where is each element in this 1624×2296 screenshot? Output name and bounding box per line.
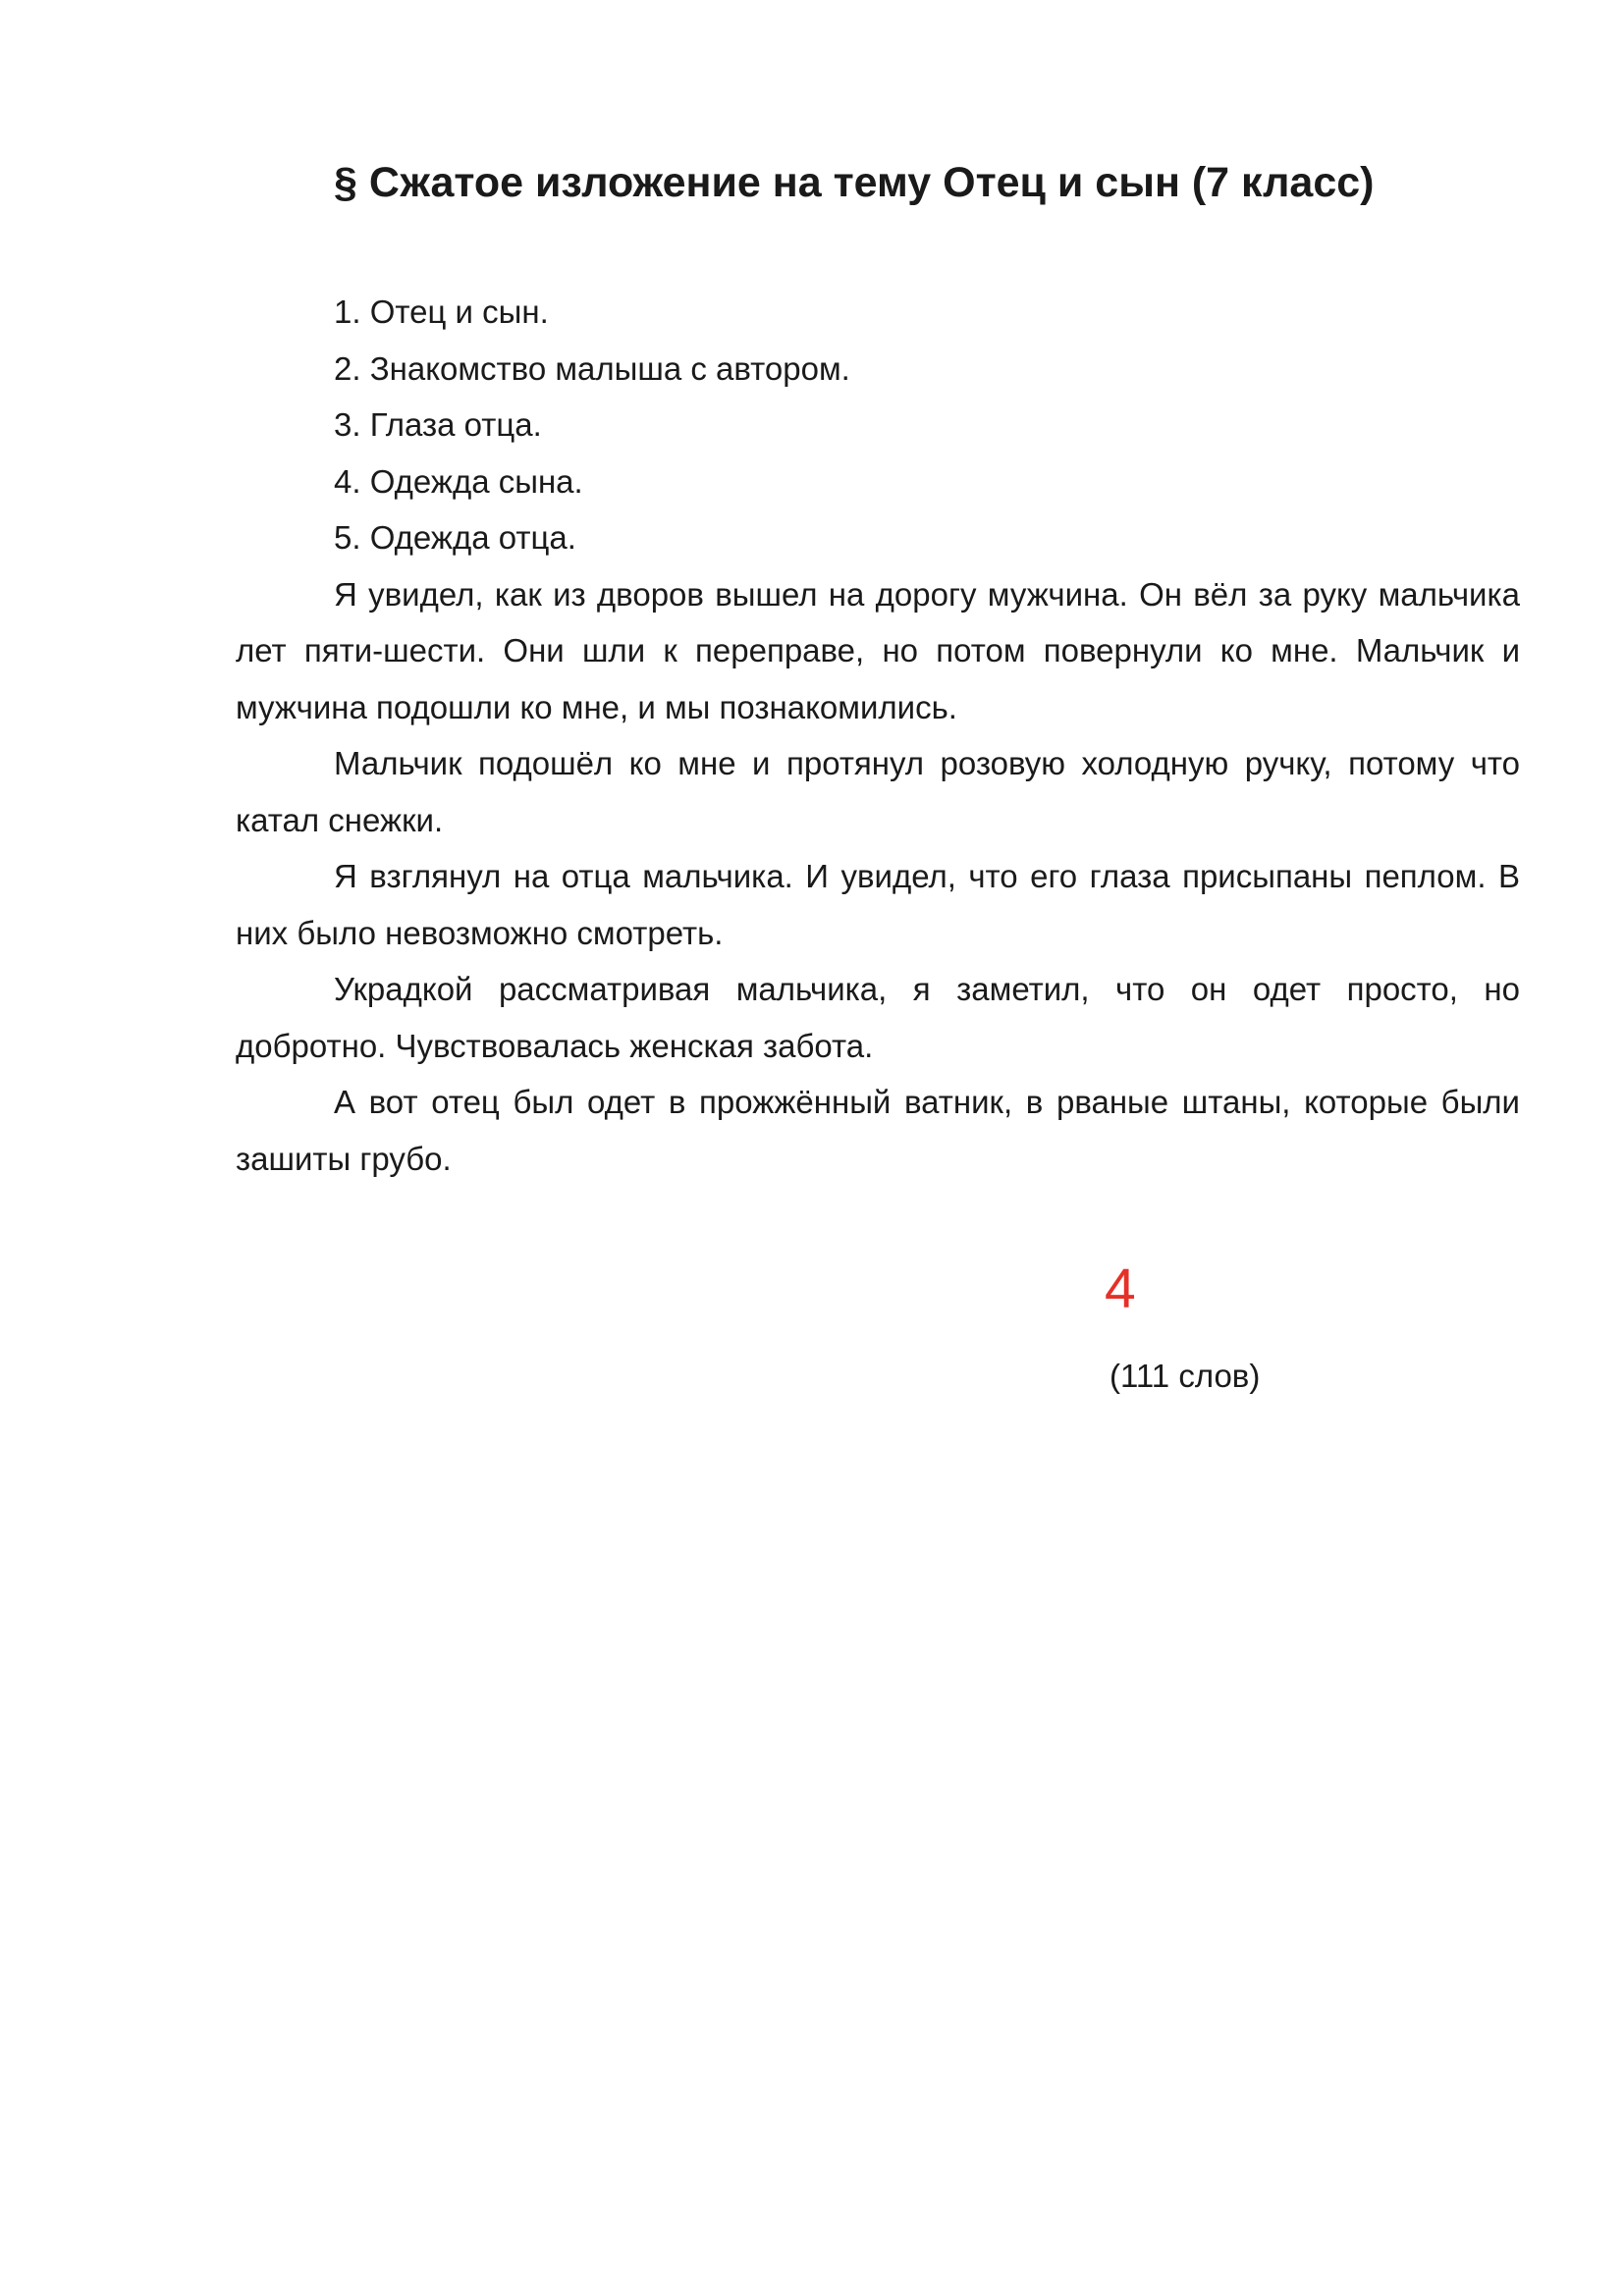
plan-item: 1. Отец и сын. xyxy=(334,294,549,330)
paragraph: Я взглянул на отца мальчика. И увидел, что его глаза присыпаны пеплом. В них было невозможно смотреть. xyxy=(236,858,1520,951)
plan-item: 3. Глаза отца. xyxy=(334,406,542,443)
plan-item: 2. Знакомство малыша с автором. xyxy=(334,349,850,387)
plan-item: 5. Одежда отца. xyxy=(334,519,576,556)
paragraph: Я увидел, как из дворов вышел на дорогу мужчина. Он вёл за руку мальчика лет пяти-шести. Они шли к переправе, но потом повернули ко мне. Мальчик и мужчина подошли ко мне, и мы познакомились. xyxy=(236,575,1520,725)
essay-body xyxy=(236,284,1520,1187)
plan-item: 4. Одежда сына. xyxy=(334,462,583,500)
paragraph: Украдкой рассматривая мальчика, я заметил, что он одет просто, но добротно. Чувствовалась женская забота. xyxy=(236,971,1520,1064)
word-count: (111 слов) xyxy=(1110,1358,1261,1394)
paragraph: А вот отец был одет в прожжённый ватник, в рваные штаны, которые были зашиты грубо. xyxy=(236,1084,1520,1177)
grade-mark: 4 xyxy=(1105,1257,1136,1320)
page-title: § Сжатое изложение на тему Отец и сын (7 класс) xyxy=(334,159,1375,206)
paragraph: Мальчик подошёл ко мне и протянул розовую холодную ручку, потому что катал снежки. xyxy=(236,745,1520,838)
